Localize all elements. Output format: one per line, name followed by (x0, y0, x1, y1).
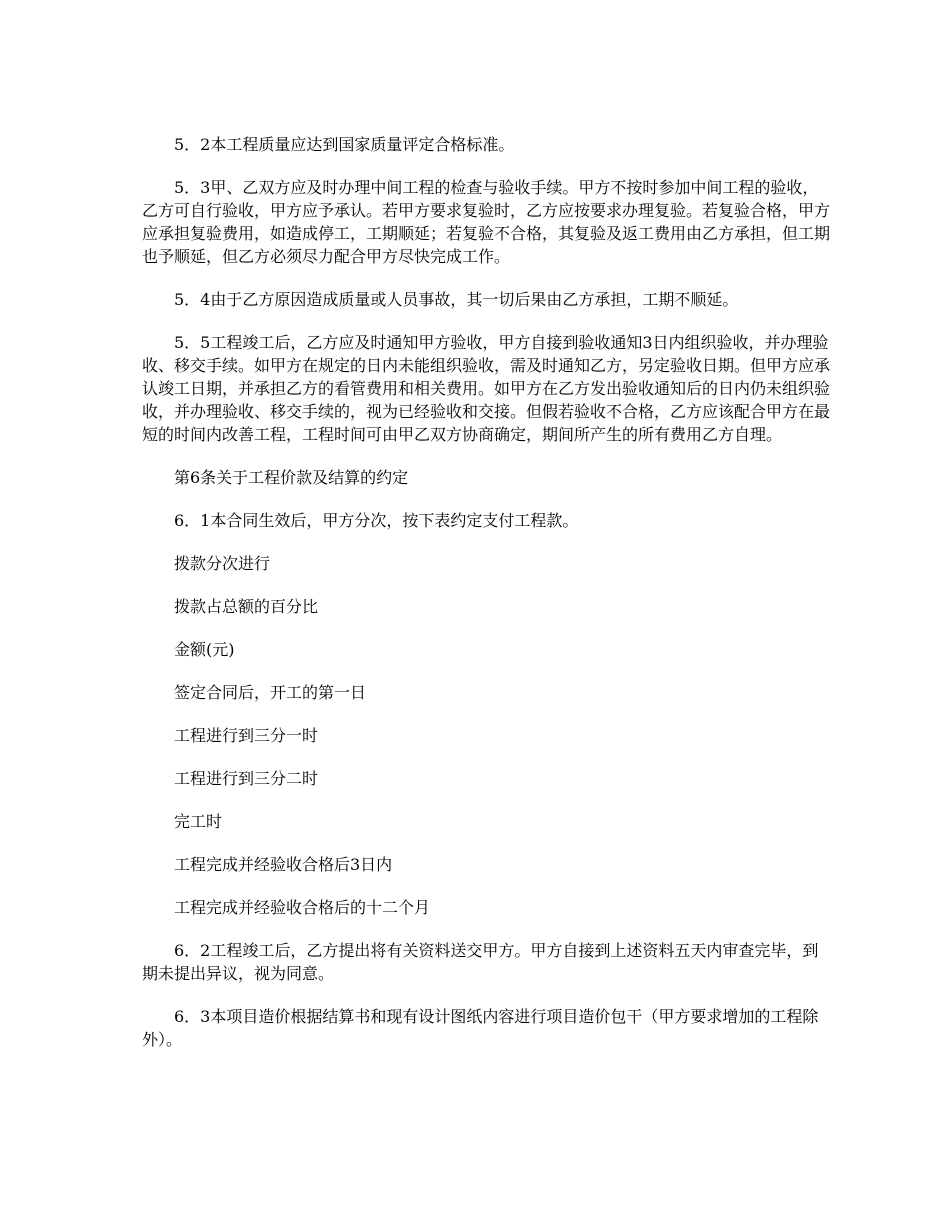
paragraph-6-2: 6．2工程竣工后，乙方提出将有关资料送交甲方。甲方自接到上述资料五天内审查完毕，到期未提出异议，视为同意。 (142, 941, 819, 983)
payment-table-item: 工程完成并经验收合格后的十二个月 (174, 898, 431, 917)
payment-table-item: 拨款分次进行 (174, 554, 271, 573)
payment-table-item: 签定合同后，开工的第一日 (174, 683, 367, 702)
payment-table-item: 金额(元) (174, 640, 235, 659)
document-body (142, 133, 832, 1071)
section-heading-6: 第6条关于工程价款及结算的约定 (174, 468, 409, 487)
payment-table-item: 完工时 (174, 812, 223, 831)
paragraph-5-2: 5．2本工程质量应达到国家质量评定合格标准。 (174, 135, 515, 154)
payment-table-item: 拨款占总额的百分比 (174, 597, 319, 616)
paragraph-6-1: 6．1本合同生效后，甲方分次，按下表约定支付工程款。 (174, 511, 579, 530)
payment-table-item: 工程完成并经验收合格后3日内 (174, 855, 393, 874)
payment-table-item: 工程进行到三分一时 (174, 726, 319, 745)
paragraph-5-3: 5．3甲、乙双方应及时办理中间工程的检查与验收手续。甲方不按时参加中间工程的验收，乙方可自行验收，甲方应予承认。若甲方要求复验时，乙方应按要求办理复验。若复验合格，甲方应承担复验费用，如造成停工，工期顺延；若复验不合格，其复验及返工费用由乙方承担，但工期也予顺延，但乙方必须尽力配合甲方尽快完成工作。 (142, 178, 831, 266)
paragraph-5-5: 5．5工程竣工后，乙方应及时通知甲方验收，甲方自接到验收通知3日内组织验收，并办理验收、移交手续。如甲方在规定的日内未能组织验收，需及时通知乙方，另定验收日期。但甲方应承认竣工日期，并承担乙方的看管费用和相关费用。如甲方在乙方发出验收通知后的日内仍未组织验收，并办理验收、移交手续的，视为已经验收和交接。但假若验收不合格，乙方应该配合甲方在最短的时间内改善工程，工程时间可由甲乙双方协商确定，期间所产生的所有费用乙方自理。 (142, 333, 831, 444)
paragraph-6-3: 6．3本项目造价根据结算书和现有设计图纸内容进行项目造价包干（甲方要求增加的工程除外）。 (142, 1007, 819, 1049)
payment-table-item: 工程进行到三分二时 (174, 769, 319, 788)
paragraph-5-4: 5．4由于乙方原因造成质量或人员事故，其一切后果由乙方承担，工期不顺延。 (174, 290, 739, 309)
